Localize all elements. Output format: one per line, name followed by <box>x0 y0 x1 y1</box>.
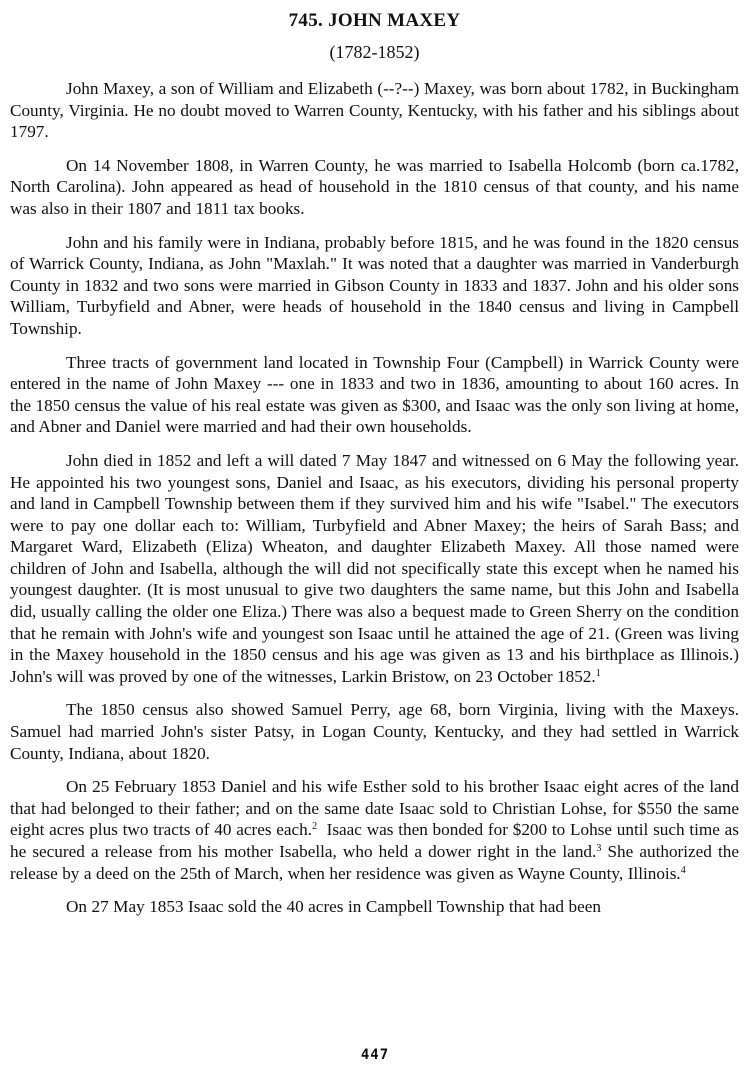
document-page <box>10 8 739 930</box>
life-dates: (1782-1852) <box>329 42 420 62</box>
paragraph-birth: John Maxey, a son of William and Elizabeth (--?--) Maxey, was born about 1782, in Buckingham County, Virginia. He no doubt moved to Warren County, Kentucky, with his father and his siblings about 1797. <box>10 79 739 142</box>
footnote-mark-1: 1 <box>595 667 601 679</box>
chapter-title: 745. JOHN MAXEY <box>288 10 461 31</box>
paragraph-will <box>10 450 739 688</box>
paragraph-land: Three tracts of government land located in Township Four (Campbell) in Warrick County were entered in the name of John Maxey --- one in 1833 and two in 1836, amounting to about 160 acres. In the 1850 census the value of his real estate was given as $300, and Isaac was the only son living at home, and Abner and Daniel were married and had their own households. <box>10 352 739 437</box>
paragraph-marriage: On 14 November 1808, in Warren County, he was married to Isabella Holcomb (born ca.1782, North Carolina). John appeared as head of household in the 1810 census of that county, and his name was also in their 1807 and 1811 tax books. <box>10 155 739 218</box>
paragraph-sale-text-c: She authorized the release by a deed on the 25th of March, when her residence was given as Wayne County, Illinois. <box>10 842 740 883</box>
paragraph-sale-text-b: Isaac was then bonded for $200 to Lohse until such time as he secured a release from his mother Isabella, who held a dower right in the land. <box>10 820 739 861</box>
body-text <box>10 78 739 918</box>
page-number: 447 <box>360 1047 390 1063</box>
footnote-mark-2: 2 <box>312 821 318 833</box>
paragraph-sale-text-a: On 25 February 1853 Daniel and his wife Esther sold to his brother Isaac eight acres of the land that had belonged to their father; and on the same date Isaac sold to Christian Lohse, for $550 the same eight acres plus two tracts of 40 acres each. <box>10 777 739 840</box>
paragraph-indiana: John and his family were in Indiana, probably before 1815, and he was found in the 1820 census of Warrick County, Indiana, as John "Maxlah." It was noted that a daughter was married in Vanderburgh County in 1832 and two sons were married in Gibson County in 1833 and 1837. John and his older sons William, Turbyfield and Abner, were heads of household in the 1840 census and living in Campbell Township. <box>10 232 739 338</box>
paragraph-isaac-sale: On 27 May 1853 Isaac sold the 40 acres in Campbell Township that had been <box>66 897 601 917</box>
footnote-mark-3: 3 <box>596 843 602 854</box>
paragraph-sale <box>10 776 739 884</box>
footnote-mark-4: 4 <box>680 864 686 876</box>
paragraph-perry: The 1850 census also showed Samuel Perry, age 68, born Virginia, living with the Maxeys. Samuel had married John's sister Patsy, in Logan County, Kentucky, and they had settled in Warrick County, Indiana, about 1820. <box>10 700 739 763</box>
paragraph-will-text: John died in 1852 and left a will dated 7 May 1847 and witnessed on 6 May the following year. He appointed his two youngest sons, Daniel and Isaac, as his executors, dividing his personal property and land in Campbell Township between them if they survived him and his wife "Isabel." The executors were to pay one dollar each to: William, Turbyfield and Abner Maxey; the heirs of Sarah Bass; and Margaret Ward, Elizabeth (Eliza) Wheaton, and daughter Elizabeth Maxey. All those named were children of John and Isabella, although the will did not specifically state this except when he named his youngest daughter. (It is most unusual to give two daughters the same name, but this John and Isabella did, usually calling the older one Eliza.) There was also a bequest made to Green Sherry on the condition that he remain with John's wife and youngest son Isaac until he attained the age of 21. (Green was living in the Maxey household in the 1850 census and his age was given as 13 and his birthplace as Illinois.) John's will was proved by one of the witnesses, Larkin Bristow, on 23 October 1852. <box>10 450 739 686</box>
